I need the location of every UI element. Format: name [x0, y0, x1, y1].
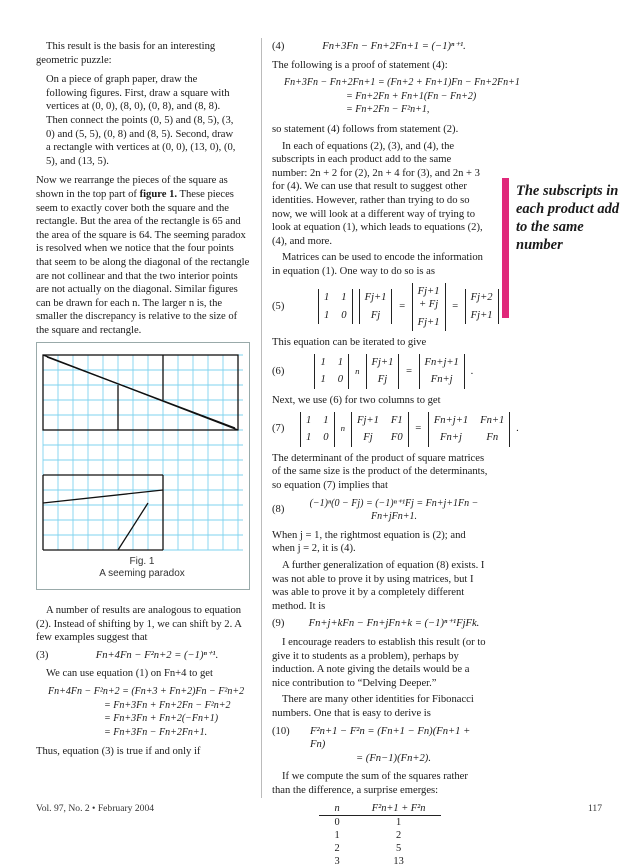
- equation-body: (−1)ⁿ(0 − Fj) = (−1)ⁿ⁺¹Fj = Fn+j+1Fn − Fn+jFn+1.: [300, 497, 488, 524]
- vector: [359, 289, 393, 324]
- vector: [366, 354, 400, 389]
- table-cell: 5: [356, 842, 442, 855]
- vector-entry: Fj+1: [471, 309, 493, 323]
- equals-sign: =: [452, 300, 459, 314]
- matrix-entry: 0: [323, 431, 328, 445]
- matrix-entry: Fn+j+1: [434, 414, 468, 428]
- derivation-line: = Fn+3Fn − Fn+2Fn+1.: [48, 726, 250, 740]
- matrix-entry: 1: [320, 373, 325, 387]
- matrix-entry: Fj+1: [357, 414, 379, 428]
- equation-number: (10): [272, 725, 300, 739]
- figure-caption: [36, 556, 248, 580]
- table-cell: 2: [356, 829, 442, 842]
- matrix-expression: 1 1 1 0 n Fj+1 F1 Fj F0 = Fn+j+1 Fn+1 Fn+j Fn .: [300, 412, 519, 447]
- paragraph: The following is a proof of statement (4):: [272, 59, 488, 73]
- vector: [465, 289, 499, 324]
- paragraph: There are many other identities for Fibonacci numbers. One that is easy to derive is: [272, 693, 488, 720]
- pull-quote: The subscripts in each product add to the same number: [516, 182, 626, 254]
- derivation-line: Fn+3Fn − Fn+2Fn+1 = (Fn+2 + Fn+1)Fn − Fn+2Fn+1: [284, 76, 488, 90]
- paragraph: so statement (4) follows from statement (2).: [272, 123, 488, 137]
- matrix-entry: F0: [391, 431, 403, 445]
- paragraph: The determinant of the product of square matrices of the same size is the product of the determinants, so equation (7) implies that: [272, 452, 488, 493]
- equation-4: [272, 40, 488, 54]
- equation-body: [300, 412, 519, 447]
- journal-issue: Vol. 97, No. 2 • February 2004: [36, 803, 154, 814]
- column-header: n: [319, 802, 356, 816]
- paradox-graph: [37, 343, 249, 555]
- table-row: [319, 816, 442, 830]
- equation-body: Fn+3Fn − Fn+2Fn+1 = (−1)ⁿ⁺¹.: [300, 40, 488, 54]
- equation-number: (3): [36, 649, 64, 663]
- table-cell: 1: [319, 829, 356, 842]
- derivation: [284, 76, 488, 117]
- paragraph: If we compute the sum of the squares rather than the difference, a surprise emerges:: [272, 770, 488, 797]
- matrix-entry: 1: [306, 414, 311, 428]
- paragraph: This equation can be iterated to give: [272, 336, 488, 350]
- vector-entry: Fj: [372, 373, 394, 387]
- equation-number: (9): [272, 617, 300, 631]
- matrix: [314, 354, 349, 389]
- derivation-line: = Fn+3Fn + Fn+2Fn − F²n+2: [48, 699, 250, 713]
- vector: [412, 283, 446, 332]
- paragraph: When j = 1, the rightmost equation is (2); and when j = 2, it is (4).: [272, 529, 488, 556]
- table-row: [319, 842, 442, 855]
- column-divider: [261, 38, 262, 798]
- paragraph: Matrices can be used to encode the information in equation (1). One way to do so is as: [272, 251, 488, 278]
- matrix-entry: 1: [338, 356, 343, 370]
- equation-9: [272, 617, 488, 631]
- equals-sign: =: [415, 422, 422, 436]
- right-column: [272, 40, 488, 868]
- equation-line: = (Fn−1)(Fn+2).: [310, 752, 488, 766]
- matrix-entry: Fn: [480, 431, 504, 445]
- matrix-entry: Fn+1: [480, 414, 504, 428]
- figure-number: Fig. 1: [36, 556, 248, 568]
- table-cell: 2: [319, 842, 356, 855]
- matrix-entry: 1: [324, 291, 329, 305]
- paragraph: [36, 174, 250, 337]
- matrix-entry: 1: [341, 291, 346, 305]
- paragraph: A number of results are analogous to equation (2). Instead of shifting by 1, we can shift by 2. A few examples suggest that: [36, 604, 250, 645]
- equation-3: [36, 649, 250, 663]
- table-row: [319, 829, 442, 842]
- page-number: 117: [588, 803, 602, 814]
- paragraph: In each of equations (2), (3), and (4), the subscripts in each product add to the same number: 2n + 2 for (2), 2n + 4 for (3), and 2n + 3 for (4). We can use that result to suggest other identities. However, rather than trying to do so now, we will look at a different way of trying to look at equation (1), which leads to equations (2), (4), and more.: [272, 140, 488, 249]
- derivation: [48, 685, 250, 739]
- vector-entry: Fj+1: [372, 356, 394, 370]
- paragraph: I encourage readers to establish this result (or to give it to students as a problem), perhaps by induction. A note giving the details would be a nice contribution to “Delving Deeper.”: [272, 636, 488, 690]
- matrix-entry: 1: [324, 309, 329, 323]
- matrix-expression: 1 1 1 0 n Fj+1 Fj = Fn+j+1 Fn+j .: [314, 354, 473, 389]
- grid-lines: [43, 355, 243, 550]
- vector-entry: Fj+1: [365, 291, 387, 305]
- vector-entry: Fj+2: [471, 291, 493, 305]
- vector-entry: Fj+1 + Fj: [418, 285, 440, 312]
- figure-title: A seeming paradox: [36, 568, 248, 580]
- figure-1: [36, 342, 250, 590]
- paragraph: This result is the basis for an interesting geometric puzzle:: [36, 40, 250, 67]
- derivation-line: Fn+4Fn − F²n+2 = (Fn+3 + Fn+2)Fn − F²n+2: [48, 685, 250, 699]
- text: Now we rearrange the pieces of the square as shown in the top part of: [36, 175, 228, 200]
- equation-8: [272, 497, 488, 524]
- exponent: n: [355, 365, 359, 379]
- equals-sign: =: [405, 365, 412, 379]
- equation-6: [272, 354, 488, 389]
- pull-quote-bar: [502, 178, 509, 318]
- matrix-entry: 0: [338, 373, 343, 387]
- exponent: n: [341, 422, 345, 436]
- equation-body: [300, 725, 488, 766]
- left-column-bottom: [36, 604, 250, 762]
- left-column: [36, 40, 250, 340]
- text: These pieces seem to exactly cover both the square and the rectangle. But the area of the rectangle is 65 and the area of the square is 64. The seeming paradox is resolved when we notice that the four points that seem to be along the diagonal of the rectangle are not collinear and that the two interior points are not actually on the diagonal. Similar figures can be drawn for each n. The larger n is, the smaller the discrepancy is relative to the size of the square and rectangle.: [36, 189, 249, 336]
- equation-10: [272, 725, 488, 766]
- column-header: F²n+1 + F²n: [356, 802, 442, 816]
- table-cell: 3: [319, 855, 356, 868]
- vector-entry: Fj: [365, 309, 387, 323]
- equation-body: Fn+j+kFn − Fn+jFn+k = (−1)ⁿ⁺¹FjFk.: [300, 617, 488, 631]
- matrix-entry: Fj: [357, 431, 379, 445]
- paragraph: Next, we use (6) for two columns to get: [272, 394, 488, 408]
- matrix-expression: [318, 283, 507, 332]
- vector-entry: Fn+j+1: [425, 356, 459, 370]
- equation-number: (6): [272, 365, 300, 379]
- matrix-entry: F1: [391, 414, 403, 428]
- equation-number: (5): [272, 300, 300, 314]
- vector: [419, 354, 465, 389]
- paragraph: We can use equation (1) on Fn+4 to get: [36, 667, 250, 681]
- vector-entry: Fj+1: [418, 316, 440, 330]
- puzzle-instructions: On a piece of graph paper, draw the following figures. First, draw a square with vertices at (0, 0), (8, 0), (0, 8), and (8, 8). Then connect the points (0, 5) and (8, 5), (3, 0) and (5, 5), (0, 8) and (8, 5). Second, draw a rectangle with vertices at (0, 0), (13, 0), (0, 5), and (13, 5).: [46, 73, 240, 168]
- vector-entry: Fn+j: [425, 373, 459, 387]
- derivation-line: = Fn+2Fn − F²n+1,: [284, 103, 488, 117]
- matrix: [300, 412, 335, 447]
- figure-reference: figure 1.: [140, 189, 177, 200]
- equation-7: [272, 412, 488, 447]
- equation-5: [272, 283, 488, 332]
- equation-body: [300, 354, 488, 389]
- equation-line: F²n+1 − F²n = (Fn+1 − Fn)(Fn+1 + Fn): [310, 725, 488, 752]
- matrix: [428, 412, 511, 447]
- equation-body: [300, 283, 507, 332]
- equals-sign: =: [398, 300, 405, 314]
- matrix-entry: 0: [341, 309, 346, 323]
- paragraph: A further generalization of equation (8) exists. I was not able to prove it by using matrices, but I was able to prove it by a completely different method. It is: [272, 559, 488, 613]
- table-cell: 0: [319, 816, 356, 830]
- matrix-entry: 1: [306, 431, 311, 445]
- top-rectangle: [43, 355, 238, 430]
- derivation-line: = Fn+3Fn + Fn+2(−Fn+1): [48, 712, 250, 726]
- page-footer: [36, 803, 602, 814]
- matrix-entry: Fn+j: [434, 431, 468, 445]
- equation-number: (7): [272, 422, 300, 436]
- matrix-entry: 1: [320, 356, 325, 370]
- table-row: [319, 855, 442, 868]
- derivation-line: = Fn+2Fn + Fn+1(Fn − Fn+2): [284, 90, 488, 104]
- equation-body: Fn+4Fn − F²n+2 = (−1)ⁿ⁺¹.: [64, 649, 250, 663]
- matrix: [318, 289, 353, 324]
- matrix-entry: 1: [323, 414, 328, 428]
- matrix: [351, 412, 409, 447]
- table-cell: 13: [356, 855, 442, 868]
- equation-number: (8): [272, 503, 300, 517]
- paragraph: Thus, equation (3) is true if and only if: [36, 745, 250, 759]
- equation-number: (4): [272, 40, 300, 54]
- table-cell: 1: [356, 816, 442, 830]
